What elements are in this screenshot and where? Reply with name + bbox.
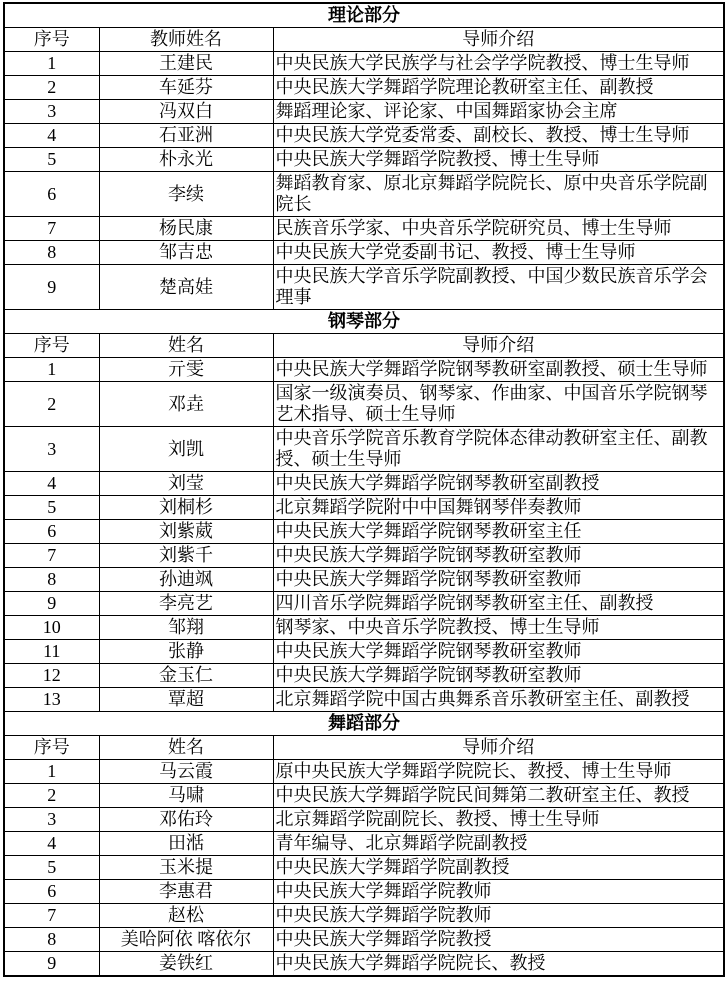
table-row [4, 832, 724, 856]
mentor-intro-cell: 民族音乐学家、中央音乐学院研究员、博士生导师 [273, 217, 724, 241]
row-number-cell: 1 [4, 358, 99, 382]
table-row [4, 904, 724, 928]
mentor-intro-cell: 北京舞蹈学院附中中国舞钢琴伴奏教师 [273, 496, 724, 520]
mentor-intro-cell: 中央民族大学舞蹈学院教师 [273, 880, 724, 904]
mentor-intro-cell: 青年编导、北京舞蹈学院副教授 [273, 832, 724, 856]
row-number-cell: 8 [4, 241, 99, 265]
teacher-name-cell: 覃超 [99, 688, 273, 712]
teacher-name-cell: 玉米提 [99, 856, 273, 880]
column-header-name: 姓名 [99, 736, 273, 760]
teacher-name-cell: 李亮艺 [99, 592, 273, 616]
row-number-cell: 10 [4, 616, 99, 640]
mentor-intro-cell: 中央民族大学舞蹈学院钢琴教研室教师 [273, 640, 724, 664]
mentor-intro-cell: 北京舞蹈学院中国古典舞系音乐教研室主任、副教授 [273, 688, 724, 712]
row-number-cell: 6 [4, 172, 99, 217]
mentor-intro-cell: 中央民族大学党委常委、副校长、教授、博士生导师 [273, 124, 724, 148]
section-title-row [4, 712, 724, 736]
teacher-name-cell: 邓垚 [99, 382, 273, 427]
table-row [4, 382, 724, 427]
teacher-name-cell: 刘桐杉 [99, 496, 273, 520]
table-row [4, 880, 724, 904]
table-row [4, 592, 724, 616]
teacher-name-cell: 李续 [99, 172, 273, 217]
mentor-intro-cell: 中央民族大学舞蹈学院钢琴教研室主任 [273, 520, 724, 544]
row-number-cell: 3 [4, 427, 99, 472]
table-row [4, 664, 724, 688]
row-number-cell: 1 [4, 52, 99, 76]
mentor-intro-cell: 中央民族大学舞蹈学院理论教研室主任、副教授 [273, 76, 724, 100]
teacher-name-cell: 李惠君 [99, 880, 273, 904]
table-row [4, 148, 724, 172]
teacher-name-cell: 姜铁红 [99, 952, 273, 977]
teacher-name-cell: 田湉 [99, 832, 273, 856]
row-number-cell: 12 [4, 664, 99, 688]
mentor-intro-cell: 中央民族大学舞蹈学院钢琴教研室副教授、硕士生导师 [273, 358, 724, 382]
column-header-name: 教师姓名 [99, 28, 273, 52]
teacher-name-cell: 刘紫葳 [99, 520, 273, 544]
column-header-index: 序号 [4, 334, 99, 358]
section-title: 钢琴部分 [4, 310, 724, 334]
row-number-cell: 6 [4, 520, 99, 544]
mentor-table-body [4, 3, 724, 976]
teacher-name-cell: 邹翔 [99, 616, 273, 640]
header-row [4, 334, 724, 358]
row-number-cell: 11 [4, 640, 99, 664]
mentor-intro-cell: 舞蹈理论家、评论家、中国舞蹈家协会主席 [273, 100, 724, 124]
header-row [4, 736, 724, 760]
table-row [4, 496, 724, 520]
teacher-name-cell: 刘莹 [99, 472, 273, 496]
teacher-name-cell: 邹吉忠 [99, 241, 273, 265]
table-row [4, 241, 724, 265]
teacher-name-cell: 刘紫千 [99, 544, 273, 568]
row-number-cell: 9 [4, 265, 99, 310]
table-row [4, 100, 724, 124]
table-row [4, 952, 724, 977]
row-number-cell: 5 [4, 496, 99, 520]
table-row [4, 640, 724, 664]
teacher-name-cell: 赵松 [99, 904, 273, 928]
row-number-cell: 6 [4, 880, 99, 904]
teacher-name-cell: 美哈阿依 喀依尔 [99, 928, 273, 952]
mentor-intro-cell: 中央民族大学舞蹈学院钢琴教研室教师 [273, 568, 724, 592]
row-number-cell: 4 [4, 124, 99, 148]
column-header-index: 序号 [4, 28, 99, 52]
teacher-name-cell: 亓雯 [99, 358, 273, 382]
teacher-name-cell: 王建民 [99, 52, 273, 76]
table-row [4, 76, 724, 100]
table-row [4, 616, 724, 640]
teacher-name-cell: 马啸 [99, 784, 273, 808]
column-header-intro: 导师介绍 [273, 28, 724, 52]
table-row [4, 544, 724, 568]
mentor-intro-cell: 中央民族大学党委副书记、教授、博士生导师 [273, 241, 724, 265]
table-row [4, 760, 724, 784]
row-number-cell: 2 [4, 76, 99, 100]
teacher-name-cell: 车延芬 [99, 76, 273, 100]
mentor-intro-cell: 中央民族大学舞蹈学院钢琴教研室教师 [273, 664, 724, 688]
teacher-name-cell: 楚高娃 [99, 265, 273, 310]
table-row [4, 568, 724, 592]
table-row [4, 688, 724, 712]
teacher-name-cell: 刘凯 [99, 427, 273, 472]
section-title-row [4, 3, 724, 28]
table-row [4, 52, 724, 76]
row-number-cell: 13 [4, 688, 99, 712]
table-row [4, 808, 724, 832]
mentor-intro-cell: 钢琴家、中央音乐学院教授、博士生导师 [273, 616, 724, 640]
row-number-cell: 7 [4, 217, 99, 241]
row-number-cell: 3 [4, 808, 99, 832]
teacher-name-cell: 朴永光 [99, 148, 273, 172]
teacher-name-cell: 张静 [99, 640, 273, 664]
row-number-cell: 8 [4, 568, 99, 592]
row-number-cell: 9 [4, 592, 99, 616]
row-number-cell: 4 [4, 832, 99, 856]
table-row [4, 856, 724, 880]
mentor-intro-cell: 中央民族大学舞蹈学院教授、博士生导师 [273, 148, 724, 172]
column-header-intro: 导师介绍 [273, 736, 724, 760]
teacher-name-cell: 石亚洲 [99, 124, 273, 148]
section-title-row [4, 310, 724, 334]
mentor-intro-cell: 中央民族大学舞蹈学院教师 [273, 904, 724, 928]
section-title: 舞蹈部分 [4, 712, 724, 736]
table-row [4, 520, 724, 544]
teacher-name-cell: 孙迪飒 [99, 568, 273, 592]
mentor-intro-cell: 中央民族大学舞蹈学院钢琴教研室副教授 [273, 472, 724, 496]
row-number-cell: 8 [4, 928, 99, 952]
row-number-cell: 7 [4, 544, 99, 568]
teacher-name-cell: 杨民康 [99, 217, 273, 241]
table-row [4, 217, 724, 241]
table-row [4, 472, 724, 496]
mentor-intro-cell: 中央民族大学民族学与社会学学院教授、博士生导师 [273, 52, 724, 76]
mentor-intro-cell: 中央民族大学音乐学院副教授、中国少数民族音乐学会理事 [273, 265, 724, 310]
teacher-name-cell: 金玉仁 [99, 664, 273, 688]
mentor-intro-cell: 中央民族大学舞蹈学院教授 [273, 928, 724, 952]
row-number-cell: 9 [4, 952, 99, 977]
section-title: 理论部分 [4, 3, 724, 28]
table-row [4, 172, 724, 217]
header-row [4, 28, 724, 52]
mentor-intro-cell: 舞蹈教育家、原北京舞蹈学院院长、原中央音乐学院副院长 [273, 172, 724, 217]
mentor-intro-cell: 中央民族大学舞蹈学院院长、教授 [273, 952, 724, 977]
column-header-intro: 导师介绍 [273, 334, 724, 358]
mentor-intro-cell: 中央民族大学舞蹈学院副教授 [273, 856, 724, 880]
mentor-table [3, 2, 725, 977]
table-row [4, 124, 724, 148]
row-number-cell: 3 [4, 100, 99, 124]
table-row [4, 358, 724, 382]
mentor-intro-cell: 中央民族大学舞蹈学院钢琴教研室教师 [273, 544, 724, 568]
row-number-cell: 1 [4, 760, 99, 784]
row-number-cell: 2 [4, 784, 99, 808]
mentor-intro-cell: 中央民族大学舞蹈学院民间舞第二教研室主任、教授 [273, 784, 724, 808]
mentor-intro-cell: 原中央民族大学舞蹈学院院长、教授、博士生导师 [273, 760, 724, 784]
column-header-index: 序号 [4, 736, 99, 760]
row-number-cell: 4 [4, 472, 99, 496]
row-number-cell: 2 [4, 382, 99, 427]
table-row [4, 928, 724, 952]
mentor-intro-cell: 中央音乐学院音乐教育学院体态律动教研室主任、副教授、硕士生导师 [273, 427, 724, 472]
row-number-cell: 5 [4, 148, 99, 172]
mentor-intro-cell: 国家一级演奏员、钢琴家、作曲家、中国音乐学院钢琴艺术指导、硕士生导师 [273, 382, 724, 427]
table-row [4, 427, 724, 472]
mentor-intro-cell: 四川音乐学院舞蹈学院钢琴教研室主任、副教授 [273, 592, 724, 616]
teacher-name-cell: 邓佑玲 [99, 808, 273, 832]
teacher-name-cell: 马云霞 [99, 760, 273, 784]
column-header-name: 姓名 [99, 334, 273, 358]
table-row [4, 265, 724, 310]
mentor-intro-cell: 北京舞蹈学院副院长、教授、博士生导师 [273, 808, 724, 832]
row-number-cell: 5 [4, 856, 99, 880]
table-row [4, 784, 724, 808]
teacher-name-cell: 冯双白 [99, 100, 273, 124]
row-number-cell: 7 [4, 904, 99, 928]
